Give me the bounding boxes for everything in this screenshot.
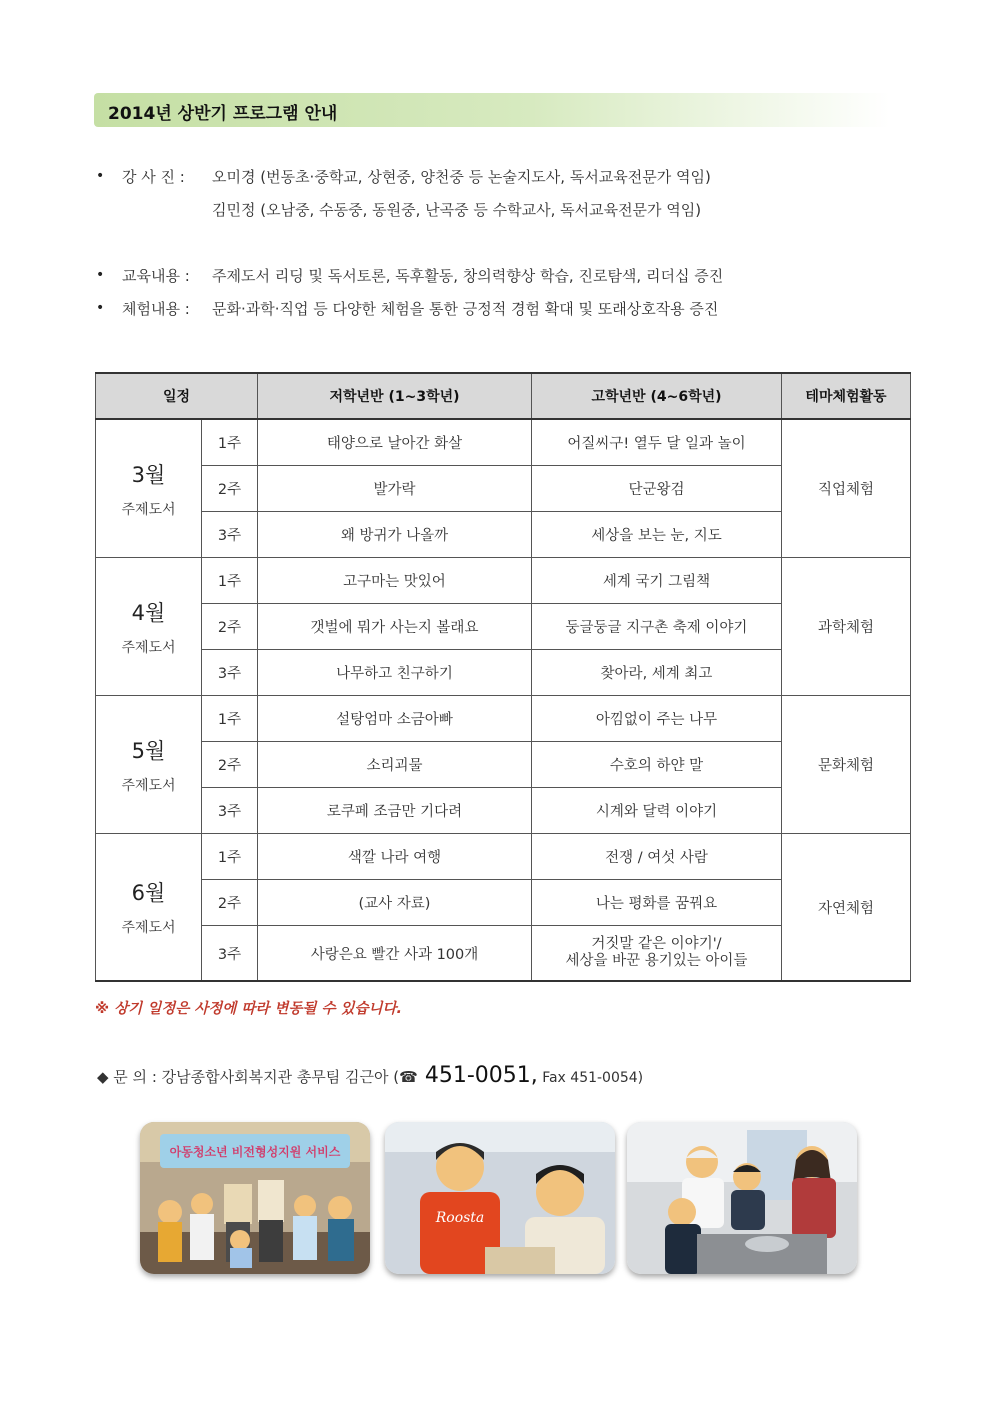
low-book: 고구마는 맛있어 [258, 558, 532, 604]
table-row [96, 696, 911, 742]
table-row [96, 419, 911, 466]
contact-fax: Fax 451-0054) [537, 1070, 644, 1086]
low-book: 태양으로 날아간 화살 [258, 419, 532, 466]
high-book-line-2: 세상을 바꾼 용기있는 아이들 [565, 953, 748, 969]
month-subtitle: 주제도서 [121, 777, 176, 794]
week-cell: 3주 [202, 926, 258, 982]
month-name: 4월 [131, 600, 166, 625]
theme-cell: 문화체험 [782, 696, 911, 834]
contact-phone: 451-0051, [417, 1063, 538, 1088]
week-cell: 2주 [202, 466, 258, 512]
high-book: 세상을 보는 눈, 지도 [532, 512, 782, 558]
week-cell: 2주 [202, 742, 258, 788]
month-name: 3월 [131, 462, 166, 487]
high-book: 둥글둥글 지구촌 축제 이야기 [532, 604, 782, 650]
header-upper-grade: 고학년반 (4~6학년) [532, 373, 782, 419]
high-book: 전쟁 / 여섯 사람 [532, 834, 782, 880]
high-book: 찾아라, 세계 최고 [532, 650, 782, 696]
high-book: 나는 평화를 꿈꿔요 [532, 880, 782, 926]
header-lower-grade: 저학년반 (1~3학년) [258, 373, 532, 419]
high-book: 세계 국기 그림책 [532, 558, 782, 604]
month-subtitle: 주제도서 [121, 639, 176, 656]
low-book: 왜 방귀가 나올까 [258, 512, 532, 558]
week-cell: 3주 [202, 512, 258, 558]
low-book: (교사 자료) [258, 880, 532, 926]
month-cell [96, 558, 202, 696]
high-book: 아낌없이 주는 나무 [532, 696, 782, 742]
activity-photo-2 [385, 1122, 615, 1274]
week-cell: 1주 [202, 558, 258, 604]
theme-cell: 과학체험 [782, 558, 911, 696]
high-book: 단군왕검 [532, 466, 782, 512]
low-book: 사랑은요 빨간 사과 100개 [258, 926, 532, 982]
shirt-text: Roosta [435, 1210, 485, 1226]
week-cell: 2주 [202, 604, 258, 650]
table-row [96, 558, 911, 604]
high-book-line-1: 거짓말 같은 이야기'/ [591, 936, 722, 952]
instructor-2: 김민정 (오남중, 수동중, 동원중, 난곡중 등 수학교사, 독서교육전문가 역임) [212, 201, 702, 219]
week-cell: 3주 [202, 650, 258, 696]
activity-photo-3 [627, 1122, 857, 1274]
month-cell [96, 696, 202, 834]
week-cell: 1주 [202, 696, 258, 742]
low-book: 나무하고 친구하기 [258, 650, 532, 696]
header-theme: 테마체험활동 [782, 373, 911, 419]
banner-text: 아동청소년 비전형성지원 서비스 [169, 1145, 341, 1159]
month-subtitle: 주제도서 [121, 501, 176, 518]
week-cell: 3주 [202, 788, 258, 834]
month-name: 5월 [131, 738, 166, 763]
table-row [96, 834, 911, 880]
experience-content: 문화·과학·직업 등 다양한 체험을 통한 긍정적 경험 확대 및 또래상호작용 증진 [212, 300, 719, 318]
bullet-icon: • [96, 267, 105, 283]
contact-label: ◆ 문 의 : 강남종합사회복지관 총무팀 김근아 ( [97, 1068, 400, 1086]
low-book: 로쿠페 조금만 기다려 [258, 788, 532, 834]
bullet-icon: • [96, 168, 105, 184]
theme-cell: 자연체험 [782, 834, 911, 982]
activity-photo-1 [140, 1122, 370, 1274]
phone-icon: ☎ [399, 1068, 418, 1086]
low-book: 색깔 나라 여행 [258, 834, 532, 880]
schedule-table [95, 372, 911, 982]
high-book [532, 926, 782, 982]
week-cell: 1주 [202, 419, 258, 466]
month-cell [96, 419, 202, 558]
low-book: 설탕엄마 소금아빠 [258, 696, 532, 742]
month-subtitle: 주제도서 [121, 920, 176, 936]
instructor-label: 강 사 진 : [122, 168, 185, 186]
theme-cell: 직업체험 [782, 419, 911, 558]
low-book: 소리괴물 [258, 742, 532, 788]
bullet-icon: • [96, 300, 105, 316]
high-book: 시계와 달력 이야기 [532, 788, 782, 834]
high-book: 어질씨구! 열두 달 일과 놀이 [532, 419, 782, 466]
education-content: 주제도서 리딩 및 독서토론, 독후활동, 창의력향상 학습, 진로탐색, 리더십 증진 [212, 267, 724, 285]
low-book: 발가락 [258, 466, 532, 512]
month-name: 6월 [131, 881, 166, 905]
contact-line [97, 1063, 643, 1088]
education-label: 교육내용 : [122, 267, 190, 285]
week-cell: 1주 [202, 834, 258, 880]
header-schedule: 일정 [96, 373, 258, 419]
schedule-note: ※ 상기 일정은 사정에 따라 변동될 수 있습니다. [95, 1001, 403, 1017]
experience-label: 체험내용 : [122, 300, 190, 318]
high-book: 수호의 하얀 말 [532, 742, 782, 788]
week-cell: 2주 [202, 880, 258, 926]
month-cell [96, 834, 202, 982]
low-book: 갯벌에 뭐가 사는지 볼래요 [258, 604, 532, 650]
section-title-bar [94, 93, 890, 127]
instructor-1: 오미경 (번동초·중학교, 상현중, 양천중 등 논술지도사, 독서교육전문가 역임) [212, 168, 711, 186]
page-title: 2014년 상반기 프로그램 안내 [108, 104, 338, 124]
